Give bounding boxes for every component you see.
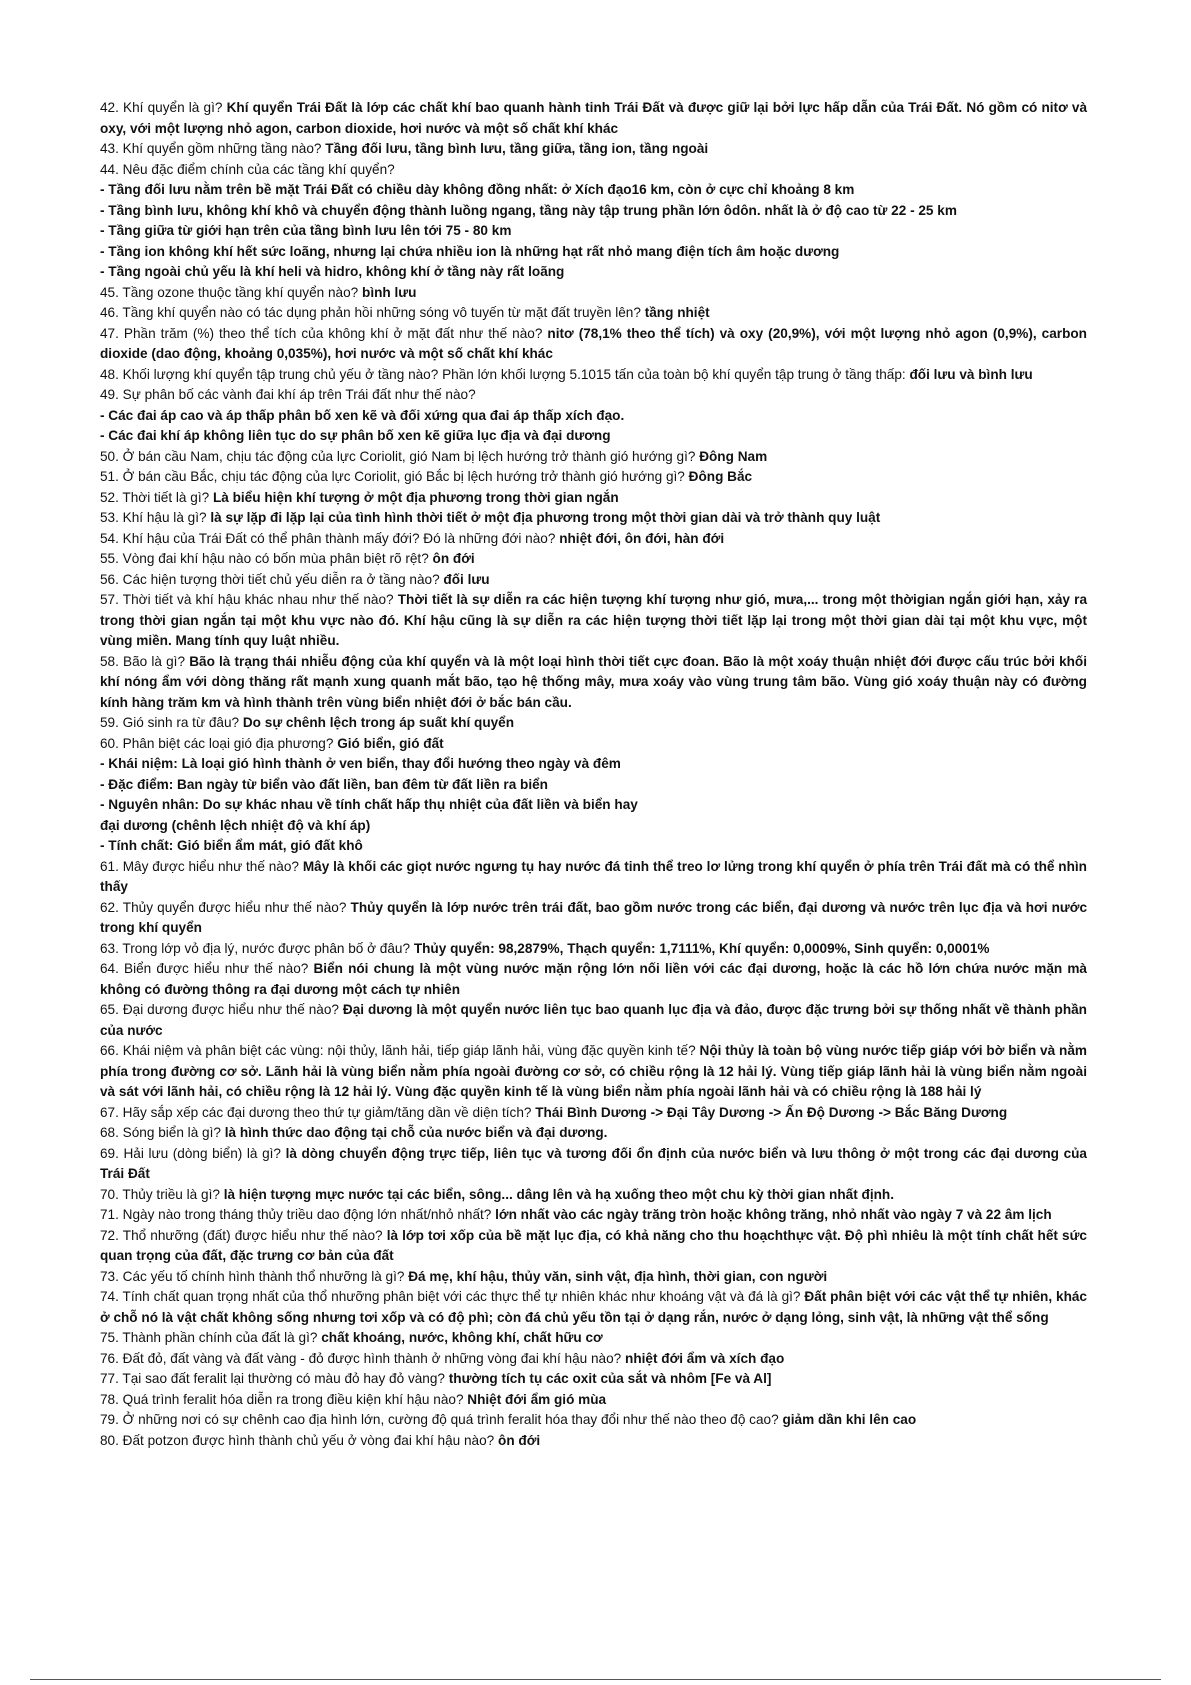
qa-line [100, 713, 1087, 734]
qa-line [100, 1185, 1087, 1206]
question-text: 47. Phần trăm (%) theo thể tích của không khí ở mặt đất như thế nào? [100, 325, 548, 341]
answer-text: là hiện tượng mực nước tại các biển, sông... dâng lên và hạ xuống theo một chu kỳ thời gian nhất định. [223, 1186, 894, 1202]
qa-line [100, 508, 1087, 529]
question-text: 44. Nêu đặc điểm chính của các tầng khí quyển? [100, 161, 395, 177]
answer-text: chất khoáng, nước, không khí, chất hữu cơ [321, 1330, 603, 1345]
answer-text: là sự lặp đi lặp lại của tình hình thời tiết ở một địa phương trong một thời gian dài và trở thành quy luật [210, 510, 881, 525]
answer-text: - Các đai khí áp không liên tục do sự phân bố xen kẽ giữa lục địa và đại dương [100, 428, 611, 443]
answer-text: đại dương (chênh lệch nhiệt độ và khí áp) [100, 817, 371, 833]
question-text: 60. Phân biệt các loại gió địa phương? [100, 735, 338, 751]
qa-line [100, 139, 1087, 160]
qa-line [100, 1041, 1087, 1103]
answer-text: ôn đới [432, 551, 475, 566]
qa-line [100, 570, 1087, 591]
qa-line [100, 180, 1087, 201]
question-text: 68. Sóng biển là gì? [100, 1125, 225, 1140]
document-body [100, 98, 1087, 1451]
question-text: 77. Tại sao đất feralit lại thường có màu đỏ hay đỏ vàng? [100, 1371, 449, 1386]
qa-line [100, 1226, 1087, 1267]
answer-text: là lớp tơi xốp của bề mặt lục địa, có khả năng cho thu hoạchthực vật. Độ phì nhiêu là một tính chất hết sức quan trọng của đất, đặc trưng cơ bản của đất [100, 1227, 1087, 1263]
question-text: 73. Các yếu tố chính hình thành thổ nhưỡng là gì? [100, 1268, 409, 1284]
question-text: 64. Biển được hiểu như thế nào? [100, 961, 314, 976]
question-text: 63. Trong lớp vỏ địa lý, nước được phân bố ở đâu? [100, 940, 414, 956]
question-text: 62. Thủy quyển được hiểu như thế nào? [100, 899, 351, 915]
answer-text: Thái Bình Dương -> Đại Tây Dương -> Ấn Độ Dương -> Bắc Băng Dương [535, 1104, 1008, 1120]
qa-line [100, 1431, 1087, 1452]
answer-text: Khí quyển Trái Đất là lớp các chất khí bao quanh hành tinh Trái Đất và được giữ lại bởi lực hấp dẫn của Trái Đất. Nó gồm có nitơ và oxy, với một lượng nhỏ agon, carbon dioxide, hơi nước và một số chất khí khác [100, 100, 1087, 136]
qa-line [100, 98, 1087, 139]
qa-line [100, 1369, 1087, 1390]
answer-text: Nội thủy là toàn bộ vùng nước tiếp giáp với bờ biển và nằm phía trong đường cơ sở. Lãnh hải là vùng biển nằm phía ngoài đường cơ sở, có chiều rộng là 12 hải lý. Vùng tiếp giáp lãnh hải là vùng biển nằm ngoài và sát với lãnh hải, có chiều rộng là 12 hải lý. Vùng đặc quyền kinh tế là vùng biển nằm phía ngoài lãnh hải và có chiều rộng là 188 hải lý [100, 1043, 1087, 1099]
question-text: 67. Hãy sắp xếp các đại dương theo thứ tự giảm/tăng dần về diện tích? [100, 1104, 536, 1120]
qa-line [100, 447, 1087, 468]
answer-text: - Tầng ngoài chủ yếu là khí heli và hidro, không khí ở tầng này rất loãng [100, 264, 565, 279]
question-text: 70. Thủy triều là gì? [100, 1186, 224, 1202]
qa-line [100, 1123, 1087, 1144]
question-text: 52. Thời tiết là gì? [100, 489, 213, 505]
answer-text: lớn nhất vào các ngày trăng tròn hoặc không trăng, nhỏ nhất vào ngày 7 và 22 âm lịch [495, 1207, 1052, 1222]
qa-line [100, 1267, 1087, 1288]
question-text: 72. Thổ nhưỡng (đất) được hiểu như thế nào? [100, 1227, 387, 1243]
question-text: 61. Mây được hiểu như thế nào? [100, 858, 303, 874]
qa-line [100, 385, 1087, 406]
answer-text: - Tầng ion không khí hết sức loãng, nhưng lại chứa nhiều ion là những hạt rất nhỏ mang điện tích âm hoặc dương [100, 243, 840, 259]
answer-text: - Tính chất: Gió biển ẩm mát, gió đất khô [100, 838, 363, 853]
answer-text: thường tích tụ các oxit của sắt và nhôm [Fe và Al] [448, 1371, 772, 1386]
qa-line [100, 775, 1087, 796]
question-text: 58. Bão là gì? [100, 653, 190, 669]
answer-text: Đại dương là một quyển nước liên tục bao quanh lục địa và đảo, được đặc trưng bởi sự thống nhất về thành phần của nước [100, 1002, 1087, 1038]
question-text: 56. Các hiện tượng thời tiết chủ yếu diễn ra ở tầng nào? [100, 571, 444, 587]
qa-line [100, 959, 1087, 1000]
question-text: 76. Đất đỏ, đất vàng và đất vàng - đỏ được hình thành ở những vòng đai khí hậu nào? [100, 1350, 626, 1366]
question-text: 43. Khí quyển gồm những tầng nào? [100, 141, 326, 156]
qa-line [100, 1103, 1087, 1124]
qa-line [100, 1410, 1087, 1431]
question-text: 69. Hải lưu (dòng biển) là gì? [100, 1145, 286, 1161]
qa-line [100, 1328, 1087, 1349]
answer-text: Tầng đối lưu, tầng bình lưu, tầng giữa, tầng ion, tầng ngoài [325, 141, 709, 156]
qa-line [100, 1000, 1087, 1041]
answer-text: Nhiệt đới ẩm gió mùa [467, 1391, 607, 1407]
answer-text: đối lưu và bình lưu [909, 366, 1033, 382]
question-text: 48. Khối lượng khí quyển tập trung chủ yếu ở tầng nào? Phần lớn khối lượng 5.1015 tấn của toàn bộ khí quyển tập trung ở tầng thấp: [100, 366, 910, 382]
answer-text: Đá mẹ, khí hậu, thủy văn, sinh vật, địa hình, thời gian, con người [408, 1268, 828, 1284]
qa-line [100, 242, 1087, 263]
qa-line [100, 898, 1087, 939]
qa-line [100, 836, 1087, 857]
answer-text: nhiệt đới, ôn đới, hàn đới [559, 530, 725, 546]
question-text: 51. Ở bán cầu Bắc, chịu tác động của lực Coriolit, gió Bắc bị lệch hướng trở thành gió hướng gì? [100, 469, 689, 484]
qa-line [100, 754, 1087, 775]
answer-text: - Nguyên nhân: Do sự khác nhau về tính chất hấp thụ nhiệt của đất liền và biển hay [100, 797, 638, 812]
question-text: 78. Quá trình feralit hóa diễn ra trong điều kiện khí hậu nào? [100, 1391, 468, 1407]
qa-line [100, 426, 1087, 447]
answer-text: - Tầng đối lưu nằm trên bề mặt Trái Đất có chiều dày không đồng nhất: ở Xích đạo16 km, còn ở cực chỉ khoảng 8 km [100, 182, 855, 197]
question-text: 57. Thời tiết và khí hậu khác nhau như thế nào? [100, 592, 398, 607]
qa-line [100, 939, 1087, 960]
answer-text: bình lưu [362, 284, 417, 300]
question-text: 45. Tầng ozone thuộc tầng khí quyển nào? [100, 284, 363, 300]
answer-text: Biển nói chung là một vùng nước mặn rộng lớn nối liền với các đại dương, hoặc là các hồ lớn chứa nước mặn mà không có đường thông ra đại dương một cách tự nhiên [100, 961, 1087, 997]
answer-text: là hình thức dao động tại chỗ của nước biển và đại dương. [224, 1125, 608, 1140]
question-text: 53. Khí hậu là gì? [100, 510, 211, 525]
question-text: 71. Ngày nào trong tháng thủy triều dao động lớn nhất/nhỏ nhất? [100, 1207, 496, 1222]
answer-text: Đất phân biệt với các vật thể tự nhiên, khác ở chỗ nó là vật chất không sống nhưng tơi xốp và có độ phì; còn đá chủ yếu tồn tại ở dạng rắn, nước ở dạng lỏng, sinh vật, là những vật thể sống [100, 1289, 1087, 1325]
answer-text: tầng nhiệt [644, 305, 710, 320]
question-text: 79. Ở những nơi có sự chênh cao địa hình lớn, cường độ quá trình feralit hóa thay đổi như thế nào theo độ cao? [100, 1412, 783, 1427]
answer-text: - Các đai áp cao và áp thấp phân bố xen kẽ và đối xứng qua đai áp thấp xích đạo. [100, 407, 625, 423]
qa-line [100, 1144, 1087, 1185]
answer-text: - Tầng giữa từ giới hạn trên của tầng bình lưu lên tới 75 - 80 km [100, 223, 512, 238]
answer-text: Mây là khối các giọt nước ngưng tụ hay nước đá tinh thể treo lơ lửng trong khí quyển ở phía trên Trái đất mà có thể nhìn thấy [100, 858, 1087, 894]
qa-line [100, 406, 1087, 427]
qa-line [100, 303, 1087, 324]
answer-text: - Khái niệm: Là loại gió hình thành ở ven biển, thay đổi hướng theo ngày và đêm [100, 756, 621, 771]
question-text: 42. Khí quyển là gì? [100, 100, 227, 115]
qa-line [100, 201, 1087, 222]
answer-text: đối lưu [443, 571, 490, 587]
question-text: 59. Gió sinh ra từ đâu? [100, 715, 243, 730]
qa-line [100, 160, 1087, 181]
question-text: 74. Tính chất quan trọng nhất của thổ nhưỡng phân biệt với các thực thể tự nhiên khác như khoáng vật và đá là gì? [100, 1289, 805, 1304]
answer-text: Là biểu hiện khí tượng ở một địa phương trong thời gian ngắn [212, 489, 619, 505]
qa-line [100, 549, 1087, 570]
answer-text: ôn đới [498, 1432, 541, 1448]
qa-line [100, 857, 1087, 898]
qa-line [100, 590, 1087, 652]
qa-line [100, 1390, 1087, 1411]
qa-line [100, 734, 1087, 755]
qa-line [100, 795, 1087, 816]
answer-text: Thủy quyển là lớp nước trên trái đất, bao gồm nước trong các biển, đại dương và nước trên lục địa và hơi nước trong khí quyển [100, 899, 1087, 935]
qa-line [100, 1287, 1087, 1328]
question-text: 50. Ở bán cầu Nam, chịu tác động của lực Coriolit, gió Nam bị lệch hướng trở thành gió hướng gì? [100, 448, 700, 464]
answer-text: Do sự chênh lệch trong áp suất khí quyển [242, 715, 515, 730]
qa-line [100, 816, 1087, 837]
question-text: 80. Đất potzon được hình thành chủ yếu ở vòng đai khí hậu nào? [100, 1432, 499, 1448]
answer-text: - Tầng bình lưu, không khí khô và chuyển động thành luồng ngang, tầng này tập trung phần lớn ôdôn. nhất là ở độ cao từ 22 - 25 km [100, 202, 957, 218]
question-text: 54. Khí hậu của Trái Đất có thể phân thành mấy đới? Đó là những đới nào? [100, 530, 560, 546]
answer-text: Đông Bắc [688, 469, 753, 484]
answer-text: Thủy quyển: 98,2879%, Thạch quyển: 1,7111%, Khí quyển: 0,0009%, Sinh quyển: 0,0001% [413, 940, 990, 956]
question-text: 75. Thành phần chính của đất là gì? [100, 1330, 322, 1345]
question-text: 65. Đại dương được hiểu như thế nào? [100, 1002, 343, 1017]
qa-line [100, 283, 1087, 304]
answer-text: nhiệt đới ẩm và xích đạo [625, 1350, 785, 1366]
qa-line [100, 529, 1087, 550]
qa-line [100, 488, 1087, 509]
answer-text: - Đặc điểm: Ban ngày từ biển vào đất liền, ban đêm từ đất liền ra biển [100, 776, 548, 792]
qa-line [100, 1205, 1087, 1226]
question-text: 55. Vòng đai khí hậu nào có bốn mùa phân biệt rõ rệt? [100, 551, 433, 566]
answer-text: là dòng chuyển động trực tiếp, liên tục và tương đối ổn định của nước biển và lưu thông ở một trong các đại dương của Trái Đất [100, 1145, 1087, 1181]
qa-line [100, 221, 1087, 242]
question-text: 66. Khái niệm và phân biệt các vùng: nội thủy, lãnh hải, tiếp giáp lãnh hải, vùng đặc quyền kinh tế? [100, 1043, 700, 1058]
answer-text: Gió biển, gió đất [337, 735, 444, 751]
qa-line [100, 467, 1087, 488]
question-text: 46. Tầng khí quyển nào có tác dụng phản hồi những sóng vô tuyến từ mặt đất truyền lên? [100, 305, 645, 320]
qa-line [100, 324, 1087, 365]
question-text: 49. Sự phân bố các vành đai khí áp trên Trái đất như thế nào? [100, 387, 476, 402]
answer-text: nitơ (78,1% theo thể tích) và oxy (20,9%), với một lượng nhỏ agon (0,9%), carbon dioxide (dao động, khoảng 0,035%), hơi nước và một số chất khí khác [100, 325, 1087, 361]
answer-text: Đông Nam [699, 448, 768, 464]
page-bottom-rule [30, 1679, 1161, 1680]
answer-text: Bão là trạng thái nhiễu động của khí quyển và là một loại hình thời tiết cực đoan. Bão là một xoáy thuận nhiệt đới được cấu trúc bởi khối khí nóng ẩm với dòng thăng rất mạnh xung quanh mắt bão, tạo hệ thống mây, mưa xoáy vào vùng trung tâm bão. Vùng gió xoáy thuận này có đường kính hàng trăm km và hình thành trên vùng biển nhiệt đới ở bắc bán cầu. [100, 653, 1088, 710]
qa-line [100, 365, 1087, 386]
qa-line [100, 262, 1087, 283]
qa-line [100, 652, 1087, 714]
qa-line [100, 1349, 1087, 1370]
answer-text: Thời tiết là sự diễn ra các hiện tượng khí tượng như gió, mưa,... trong một thờigian ngắn giới hạn, xảy ra trong thời gian ngắn tại một khu vực nào đó. Khí hậu cũng là sự diễn ra các hiện tượng thời tiết lặp lại trong một thời gian dài tại một khu vực, một vùng miền. Mang tính quy luật nhiều. [100, 592, 1087, 648]
answer-text: giảm dần khi lên cao [782, 1412, 917, 1427]
